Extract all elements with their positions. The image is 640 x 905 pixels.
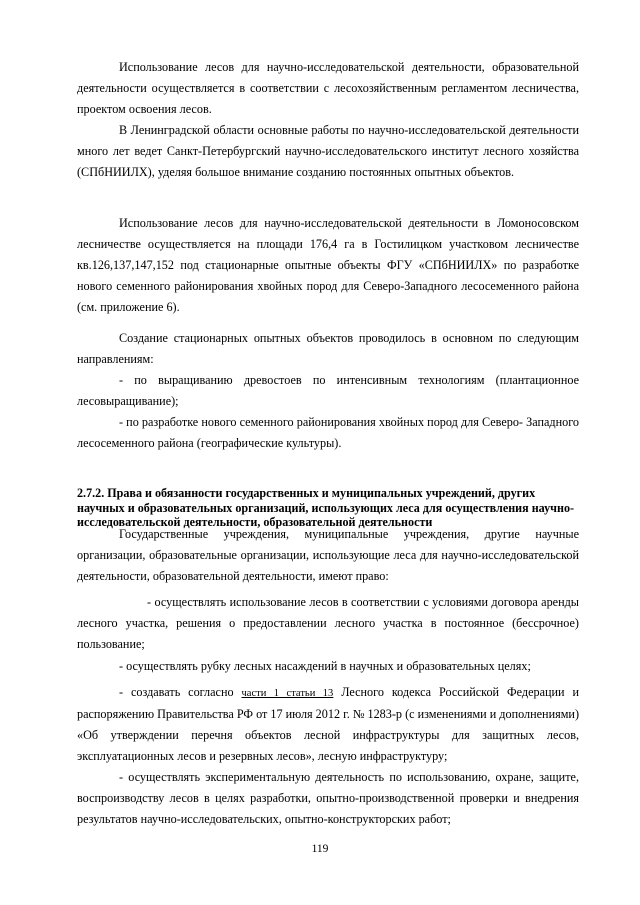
list-item-infrastructure xyxy=(77,682,579,767)
list-item-seed-zoning: - по разработке нового семенного районирования хвойных пород для Северо- Западного лесосеменного района (географические культуры). xyxy=(77,415,579,450)
paragraph-forest-use: Использование лесов для научно-исследовательской деятельности, образовательной деятельности осуществляется в соответствии с лесохозяйственным регламентом лесничества, проектом освоения лесов. xyxy=(77,60,579,116)
paragraph-rights-intro: Государственные учреждения, муниципальные учреждения, другие научные организации, образовательные организации, использующие леса для научно-исследовательской деятельности, образовательной деятельности, имеют право: xyxy=(77,527,579,583)
paragraph-lomonosov: Использование лесов для научно-исследовательской деятельности в Ломоносовском лесничестве осуществляется на площади 176,4 га в Гостилицком участковом лесничестве кв.126,137,147,152 под стационарные опытные объекты ФГУ «СПбНИИЛХ» по разработке нового семенного районирования хвойных пород для Северо-Западного лесосеменного района (см. приложение 6). xyxy=(77,216,579,314)
list-item-lease: - осуществлять использование лесов в соответствии с условиями договора аренды лесного участка, решения о предоставлении лесного участка в постоянное (бессрочное) пользование; xyxy=(77,595,579,651)
infra-text-after: Лесного кодекса Российской Федерации и распоряжению Правительства РФ от 17 июля 2012 г. № 1283-р (с изменениями и дополнениями) «Об утверждении перечня объектов лесной инфраструктуры для защитных лесов, эксплуатационных лесов и резервных лесов», лесную инфраструктуру; xyxy=(77,685,580,763)
infra-text-before: - создавать согласно xyxy=(119,685,242,699)
paragraph-spbniilh: В Ленинградской области основные работы по научно-исследовательской деятельности много лет ведет Санкт-Петербургский научно-исследовательского институт лесного хозяйства (СПбНИИЛХ), уделяя большое внимание созданию постоянных опытных объектов. xyxy=(77,123,579,179)
list-item-intensive: - по выращиванию древостоев по интенсивным технологиям (плантационное лесовыращивание); xyxy=(77,373,579,408)
section-heading: 2.7.2. Права и обязанности государственных и муниципальных учреждений, других научных и образовательных организаций, использующих леса для осуществления научно-исследовательской деятельности, образовательной деятельности xyxy=(77,486,575,529)
list-item-experimental: - осуществлять экспериментальную деятельность по использованию, охране, защите, воспроизводству лесов в целях разработки, опытно-производственной проверки и внедрения результатов научно-исследовательских, опытно-конструкторских работ; xyxy=(77,770,579,826)
paragraph-stationary-objects: Создание стационарных опытных объектов проводилось в основном по следующим направлениям: xyxy=(77,331,579,366)
law-link[interactable]: части 1 статьи 13 xyxy=(241,688,334,699)
list-item-felling: - осуществлять рубку лесных насаждений в научных и образовательных целях; xyxy=(119,659,531,673)
page-number: 119 xyxy=(311,843,329,855)
